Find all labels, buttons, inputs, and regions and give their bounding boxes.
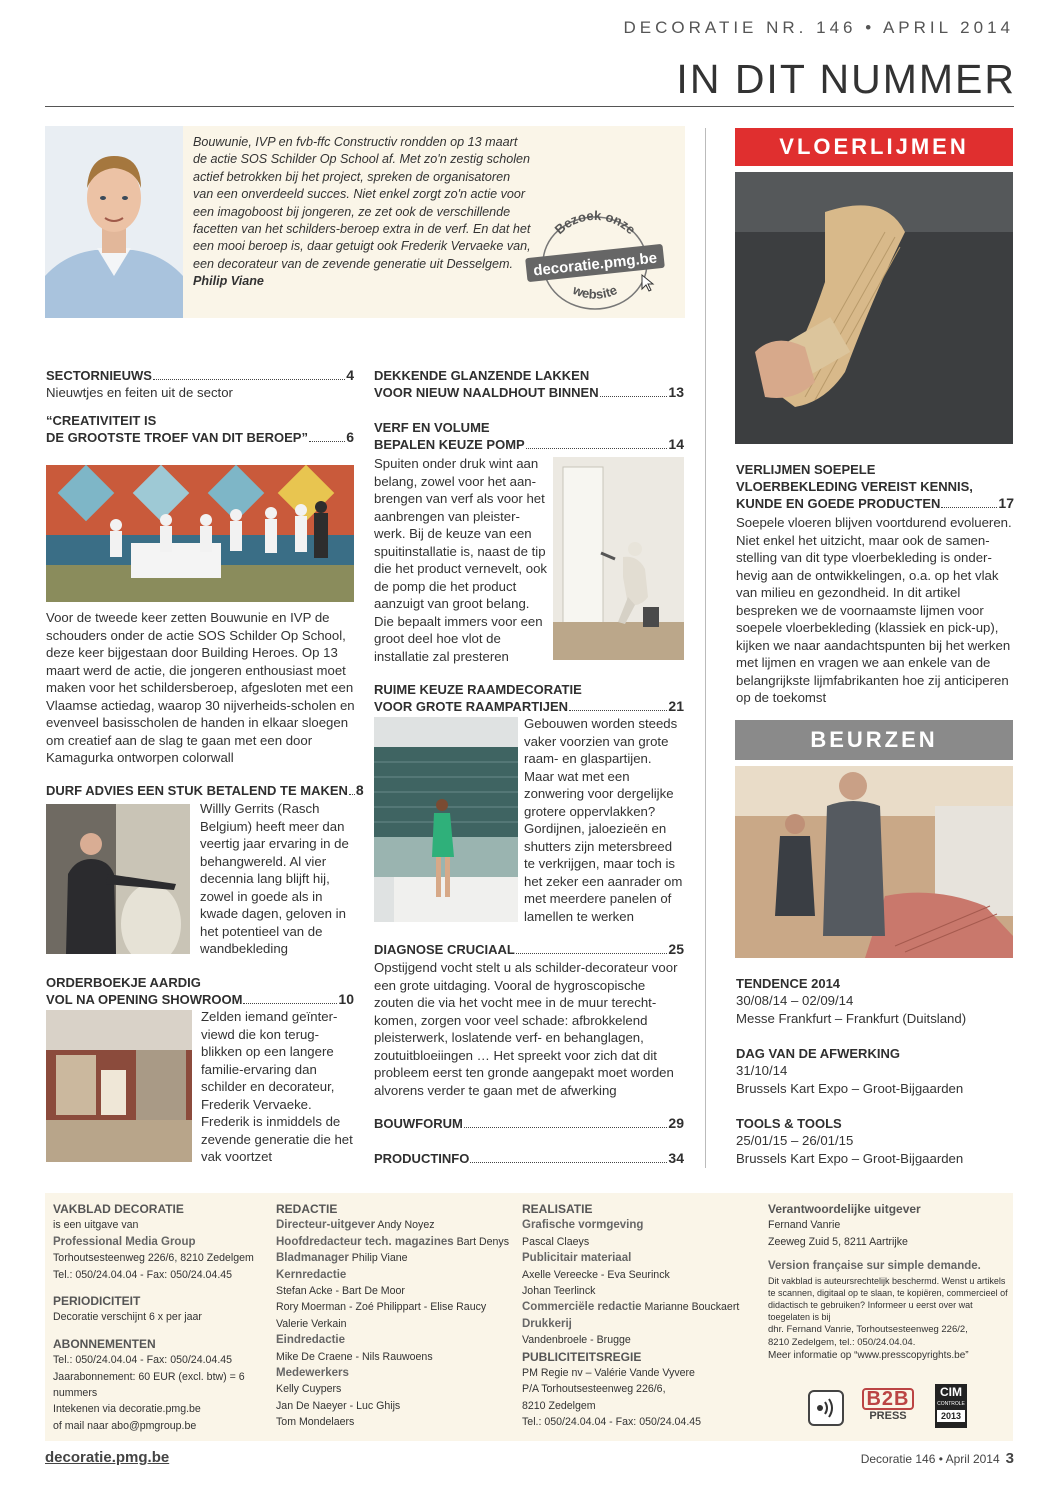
photo-window-blinds xyxy=(374,717,518,922)
b2b-press-logo: B2B PRESS xyxy=(862,1388,914,1426)
photo-trade-fair xyxy=(735,766,1013,958)
photo-school-group xyxy=(46,465,354,602)
category-bar-vloerlijmen: VLOERLIJMEN xyxy=(735,128,1013,166)
toc-desc-raamdecoratie: Gebouwen worden steeds vaker voorzien van grote raam- en glaspartijen. Maar wat met een zonwering voor dergelijke grotere oppervlakken? Gordijnen, jaloezieën en shutters zijn metersbreed te verkrijgen, maar toch is het zeker een aanrader om met meerdere panelen of lamellen te werken xyxy=(524,716,683,924)
colophon-col-publisher: VAKBLAD DECORATIE is een uitgave van Professional Media Group Torhoutsesteenweg 226/6, 8210 Zedelgem Tel.: 050/24.04.04 - Fax: 050/24.04.45 PERIODICITEIT Decoratie verschijnt 6 x per jaar ABONNEMENTEN Tel.: 050/24.04.04 - Fax: 050/24.04.45 Jaarabonnement: 60 EUR (excl. btw) = 6 nummers Intekenen via decoratie.pmg.be of mail naar abo@pmgroup.be xyxy=(53,1202,254,1432)
stamp-top-text: Bezoek onze xyxy=(551,207,639,238)
stamp-bottom-text: website xyxy=(570,282,620,302)
editor-photo xyxy=(45,126,183,318)
page-title: IN DIT NUMMER xyxy=(676,56,1016,102)
photo-wallpaper-man xyxy=(46,804,190,954)
cursor-icon xyxy=(642,275,653,291)
title-divider xyxy=(45,106,1014,107)
event-tools: TOOLS & TOOLS 25/01/15 – 26/01/15 Brussels Kart Expo – Groot-Bijgaarden xyxy=(736,1116,964,1166)
event-dag-afwerking: DAG VAN DE AFWERKING 31/10/14 Brussels Kart Expo – Groot-Bijgaarden xyxy=(736,1046,964,1096)
toc-entry-verlijmen[interactable]: VERLIJMEN SOEPELE VLOERBEKLEDING VEREIST KENNIS, KUNDE EN GOEDE PRODUCTEN 17 xyxy=(736,462,1014,511)
cim-logo: CIM CONTROLE 2013 xyxy=(935,1384,967,1428)
toc-entry-sectornieuws[interactable]: SECTORNIEUWS 4 xyxy=(46,367,354,383)
toc-desc-verlijmen: Soepele vloeren blijven voortdurend evolueren. Niet enkel het uitzicht, maar ook de samen-stelling van dit type vloerbekleding is onder-hevig aan de ontwikkelingen, o.a. op het vlak van milieu en gezondheid. In dit artikel bespreken we de voornaamste lijmen voor soepele vloerbekleding (klassiek en pick-up), kijken we naar aandachtspunten bij het werken met lijmen en vragen we aan enkele van de belangrijkste lijmfabrikanten hoe zij anticiperen op de toekomst xyxy=(736,515,1012,705)
toc-desc-verf-volume: Spuiten onder druk wint aan belang, zowel voor het aan-brengen van verf als voor het aanbrengen van pleister-werk. Bij de keuze van een spuitinstallatie is, naast de tip die het product vernevelt, ook de pomp die het product aanzuigt van groot belang. Die bepaalt immers voor een groot deel hoe vlot de installatie zal presteren xyxy=(374,456,548,664)
event-tendence: TENDENCE 2014 30/08/14 – 02/09/14 Messe Frankfurt – Frankfurt (Duitsland) xyxy=(736,976,967,1026)
colophon-col-uitgever: Verantwoordelijke uitgever Fernand Vanrie Zeeweg Zuid 5, 8211 Aartrijke Version française sur simple demande. Dit vakblad is auteursrechtelijk beschermd. Wenst u artikels te scannen, digitaal op te slaan, te kopiëren, commercieel of didactisch te gebruiken? Informeer u eerst over wat toegelaten is bij dhr. Fernand Vanrie, Torhoutsesteenweg 226/2, 8210 Zedelgem, tel.: 050/24.04.04. Meer informatie op “www.presscopyrights.be” xyxy=(768,1202,1008,1361)
page-number: 3 xyxy=(1005,1450,1014,1467)
colophon-col-realisatie: REALISATIE Grafische vormgeving Pascal Claeys Publicitair materiaal Axelle Vereecke - Eva Seurinck Johan Teerlinck Commerciële redactie Marianne Bouckaert Drukkerij Vandenbroele - Brugge PUBLICITEITSREGIE PM Regie nv – Valérie Vande Vyvere P/A Torhoutsesteenweg 226/6, 8210 Zedelgem Tel.: 050/24.04.04 - Fax: 050/24.04.45 xyxy=(522,1202,740,1429)
website-stamp[interactable] xyxy=(520,205,670,315)
toc-entry-productinfo[interactable]: PRODUCTINFO 34 xyxy=(374,1150,684,1166)
column-divider xyxy=(705,128,706,1168)
toc-desc-durf-advies: Willly Gerrits (Rasch Belgium) heeft meer dan veertig jaar ervaring in de behangwereld. Al vier decennia lang blijft hij, zowel in goede als in kwade dagen, geloven in het potentieel van de wandbekleding xyxy=(200,801,349,956)
toc-desc-orderboekje: Zelden iemand geïnter-viewd die kon terug-blikken op een langere familie-ervaring dan schilder en decorateur, Frederik Vervaeke. Frederik is inmiddels de zevende generatie die het vak voortzet xyxy=(201,1009,353,1164)
toc-column-1 xyxy=(46,367,354,446)
masthead: DECORATIE NR. 146 • APRIL 2014 xyxy=(623,18,1014,37)
issue-label: Decoratie 146 • April 2014 xyxy=(860,1452,1000,1466)
intro-author: Philip Viane xyxy=(193,274,264,289)
toc-desc-diagnose: Opstijgend vocht stelt u als schilder-decorateur voor een grote uitdaging. Vooral de hygroscopische zouten die via het vocht mee in de muur terecht-komen, zorgen voor veel schade: afbrokkelend pleisterwerk, loslatende verf- en behanglagen, zoutuitbloeiingen … Het spreekt voor zich dat dit probleem eerst ten gronde aangepakt moet worden alvorens verder te gaan met de afwerking xyxy=(374,960,678,1098)
colophon-col-redactie: REDACTIE Directeur-uitgever Andy Noyez Hoofdredacteur tech. magazines Bart Denys Bladmanager Philip Viane Kernredactie Stefan Acke - Bart De Moor Rory Moerman - Zoé Philippart - Elise Raucy Valerie Verkain Eindredactie Mike De Craene - Nils Rauwoens Medewerkers Kelly Cuypers Jan De Naeyer - Luc Ghijs Tom Mondelaers xyxy=(276,1202,509,1429)
category-bar-beurzen: BEURZEN xyxy=(735,720,1013,760)
toc-entry-orderboekje[interactable]: ORDERBOEKJE AARDIG VOL NA OPENING SHOWROOM 10 xyxy=(46,975,354,1007)
toc-entry-verf-volume[interactable]: VERF EN VOLUME BEPALEN KEUZE POMP 14 xyxy=(374,420,684,452)
toc-desc-creativiteit: Voor de tweede keer zetten Bouwunie en IVP de schouders onder de actie SOS Schilder Op School, deze keer bijgestaan door Building Heroes. Op 13 maart werd de actie, die jongeren enthousiast moet maken voor het schildersberoep, afgesloten met een Vlaamse actiedag, waarop 30 nijverheids-scholen en evenveel basisscholen de handen in elkaar sloegen om creatief aan de slag te gaan met een door Kamagurka ontworpen colorwall xyxy=(46,610,355,765)
toc-entry-bouwforum[interactable]: BOUWFORUM 29 xyxy=(374,1115,684,1131)
stamp-url-text: decoratie.pmg.be xyxy=(532,249,658,280)
toc-entry-durf-advies[interactable]: DURF ADVIES EEN STUK BETALEND TE MAKEN 8 xyxy=(46,782,364,798)
toc-desc-sectornieuws: Nieuwtjes en feiten uit de sector xyxy=(46,385,233,400)
photo-floor-glue xyxy=(735,172,1013,444)
photo-showroom xyxy=(46,1010,192,1162)
toc-entry-creativiteit[interactable]: “CREATIVITEIT IS DE GROOTSTE TROEF VAN DIT BEROEP” 6 xyxy=(46,412,354,445)
copyright-logo-icon xyxy=(808,1390,844,1426)
website-link[interactable]: decoratie.pmg.be xyxy=(45,1449,170,1466)
page-footer xyxy=(850,1450,1014,1467)
toc-entry-diagnose[interactable]: DIAGNOSE CRUCIAAL 25 xyxy=(374,941,684,957)
intro-text xyxy=(193,134,533,291)
toc-entry-lakken[interactable]: DEKKENDE GLANZENDE LAKKEN VOOR NIEUW NAALDHOUT BINNEN 13 xyxy=(374,368,684,400)
toc-entry-raamdecoratie[interactable]: RUIME KEUZE RAAMDECORATIE VOOR GROTE RAAMPARTIJEN 21 xyxy=(374,682,684,714)
photo-spray-painter xyxy=(553,457,684,660)
intro-paragraph: Bouwunie, IVP en fvb-ffc Constructiv rondden op 13 maart de actie SOS Schilder Op School af. Met zo'n zestig scholen actief betrokken bij het project, spreken de organisatoren van een onverdeeld succes. Niet enkel zorgt zo'n actie voor een imagoboost bij jongeren, ze zet ook de verschillende facetten van het schilders-beroep extra in de verf. En dat het een mooi beroep is, daar getuigt ook Frederik Vervaeke van, een decorateur van de zevende generatie uit Desselgem. xyxy=(193,135,531,271)
